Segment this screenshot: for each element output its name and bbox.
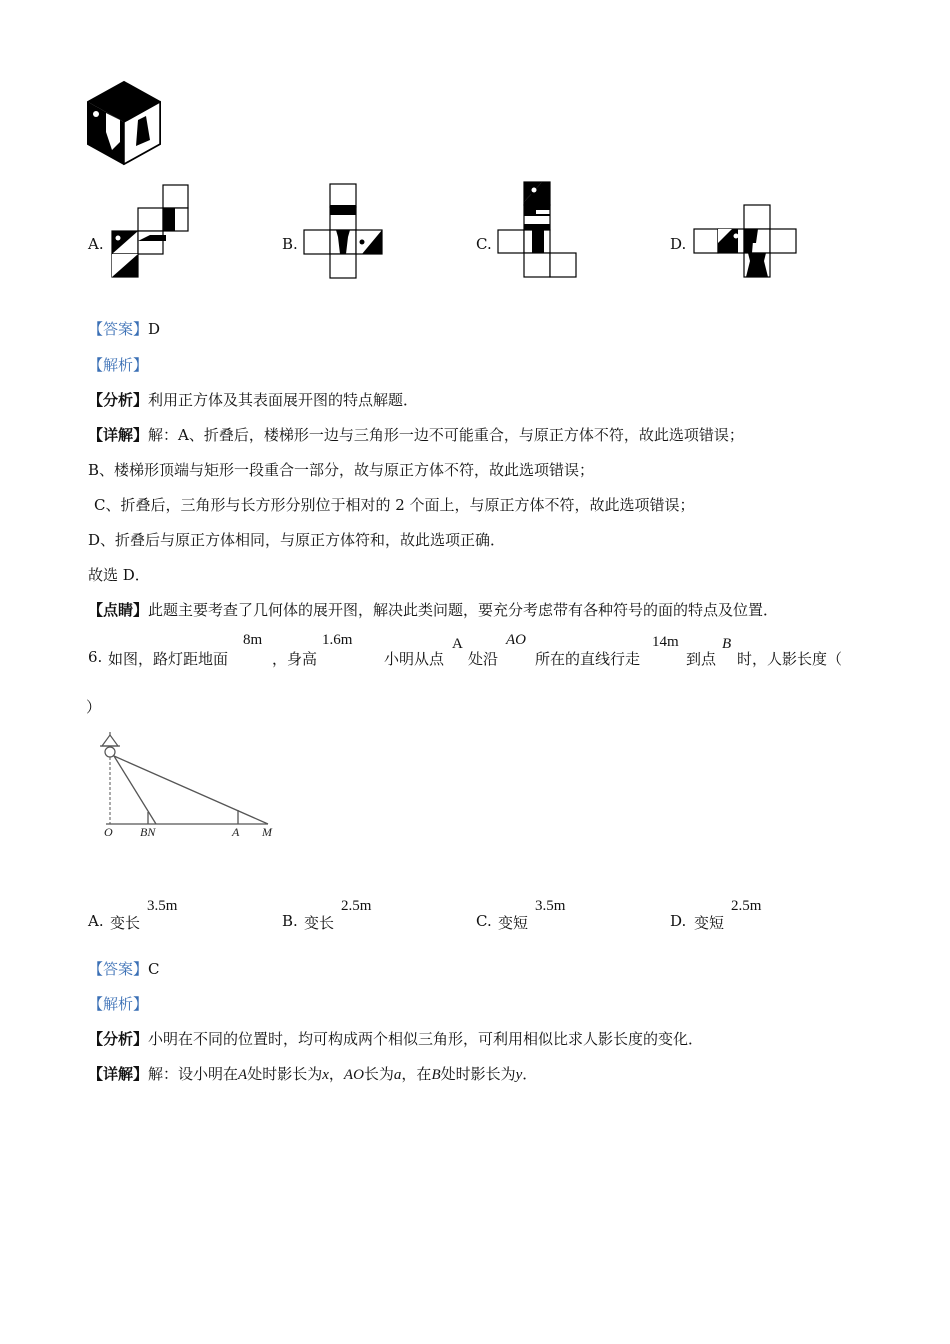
q6-stem-8: ） (86, 698, 102, 716)
q5-option-a-net[interactable] (110, 183, 190, 279)
q5-option-a-label[interactable]: A. (88, 235, 104, 253)
q6-stem-3: 小明从点 (384, 650, 445, 668)
q6-answer-line (88, 959, 160, 979)
q5-option-c-net[interactable] (496, 180, 580, 280)
q6-stem-2: ，身高 (272, 650, 318, 668)
q6-xj-text-3: ， (328, 1065, 344, 1083)
q6-xiangjie-line (88, 1064, 537, 1085)
q6-option-b-text[interactable]: 变长 (304, 914, 335, 932)
fig-label-o: O (104, 825, 113, 839)
q5-fenxi-tag: 【分析】 (88, 391, 149, 409)
q5-fenxi-line (88, 390, 418, 410)
q6-option-c-value[interactable]: 3.5m (535, 898, 566, 914)
q5-answer-tag: 【答案】 (88, 320, 149, 338)
q6-point-b: B (722, 636, 732, 652)
q5-answer: D (148, 320, 161, 338)
q5-xiangjie-tag: 【详解】 (88, 426, 149, 444)
q6-xj-text-4: 长为 (363, 1065, 394, 1083)
q6-option-d-value[interactable]: 2.5m (731, 898, 762, 914)
q6-xj-x: x (322, 1067, 329, 1083)
q6-option-d-text[interactable]: 变短 (694, 914, 725, 932)
cube-figure (86, 80, 162, 166)
q5-dianjing-line (88, 600, 778, 620)
q6-fenxi: 小明在不同的位置时，均可构成两个相似三角形，可利用相似比求人影长度的变化． (148, 1030, 704, 1048)
q6-xj-a: A (238, 1067, 248, 1083)
q5-fenxi: 利用正方体及其表面展开图的特点解题． (148, 391, 419, 409)
fig-label-bn: BN (140, 825, 156, 839)
q5-analysis-line (88, 355, 148, 375)
q6-person-height: 1.6m (322, 632, 353, 648)
fig-label-m: M (262, 825, 272, 839)
q6-analysis-line (88, 994, 148, 1014)
q6-xj-y: y (515, 1067, 523, 1083)
q6-stem-5: 所在的直线行走 (535, 650, 641, 668)
q5-answer-line (88, 319, 160, 339)
q5-option-b-net[interactable] (302, 182, 384, 280)
q6-figure (92, 730, 282, 840)
q6-answer: C (148, 960, 160, 978)
q6-xj-text-7: ． (522, 1065, 538, 1083)
q5-analysis-tag: 【解析】 (88, 356, 149, 374)
q6-option-d-letter[interactable]: D. (670, 912, 687, 930)
q5-line-b: B、楼梯形顶端与矩形一段重合一部分，故与原正方体不符，故此选项错误； (88, 461, 595, 479)
q6-fenxi-line (88, 1029, 703, 1049)
q5-dianjing-tag: 【点睛】 (88, 601, 149, 619)
q6-distance: 14m (652, 634, 679, 650)
q6-option-a-text[interactable]: 变长 (110, 914, 141, 932)
fig-label-a: A (232, 825, 240, 839)
q6-xj-a-var: a (393, 1067, 402, 1083)
q6-stem-1: 如图，路灯距地面 (108, 650, 229, 668)
q6-xj-text-1: 解：设小明在 (148, 1065, 239, 1083)
q5-xiangjie: 解：A、折叠后，楼梯形一边与三角形一边不可能重合，与原正方体不符，故此选项错误； (148, 426, 744, 444)
q6-stem-7: 时，人影长度（ (737, 650, 843, 668)
q5-dianjing: 此题主要考查了几何体的展开图，解决此类问题，要充分考虑带有各种符号的面的特点及位置． (148, 601, 779, 619)
q5-line-c: C、折叠后，三角形与长方形分别位于相对的 2 个面上，与原正方体不符，故此选项错误； (94, 496, 695, 514)
q5-xiangjie-line (88, 425, 744, 445)
q6-xj-text-5: ，在 (401, 1065, 432, 1083)
q5-option-d-label[interactable]: D. (670, 235, 687, 253)
q6-option-a-value[interactable]: 3.5m (147, 898, 178, 914)
q6-number: 6. (88, 648, 103, 666)
q6-option-b-value[interactable]: 2.5m (341, 898, 372, 914)
q6-fenxi-tag: 【分析】 (88, 1030, 149, 1048)
q6-xiangjie-tag: 【详解】 (88, 1065, 149, 1083)
q6-xj-b: B (431, 1067, 441, 1083)
q6-segment-ao: AO (506, 632, 526, 648)
q6-stem-6: 到点 (686, 650, 717, 668)
q6-option-b-letter[interactable]: B. (282, 912, 298, 930)
q6-lamp-height: 8m (243, 632, 263, 648)
q6-xj-ao: AO (343, 1067, 364, 1083)
q5-option-c-label[interactable]: C. (476, 235, 492, 253)
q6-point-a: A (452, 636, 463, 652)
q6-option-a-letter[interactable]: A. (88, 912, 104, 930)
q5-conclusion: 故选 D． (88, 566, 150, 584)
q6-xj-text-2: 处时影长为 (247, 1065, 323, 1083)
q6-answer-tag: 【答案】 (88, 960, 149, 978)
q5-line-d: D、折叠后与原正方体相同，与原正方体符和，故此选项正确． (88, 531, 506, 549)
q5-option-b-label[interactable]: B. (282, 235, 298, 253)
q6-option-c-text[interactable]: 变短 (498, 914, 529, 932)
q6-stem-4: 处沿 (468, 650, 499, 668)
q6-option-c-letter[interactable]: C. (476, 912, 492, 930)
q5-option-d-net[interactable] (692, 203, 798, 279)
q6-analysis-tag: 【解析】 (88, 995, 149, 1013)
q6-xj-text-6: 处时影长为 (440, 1065, 516, 1083)
